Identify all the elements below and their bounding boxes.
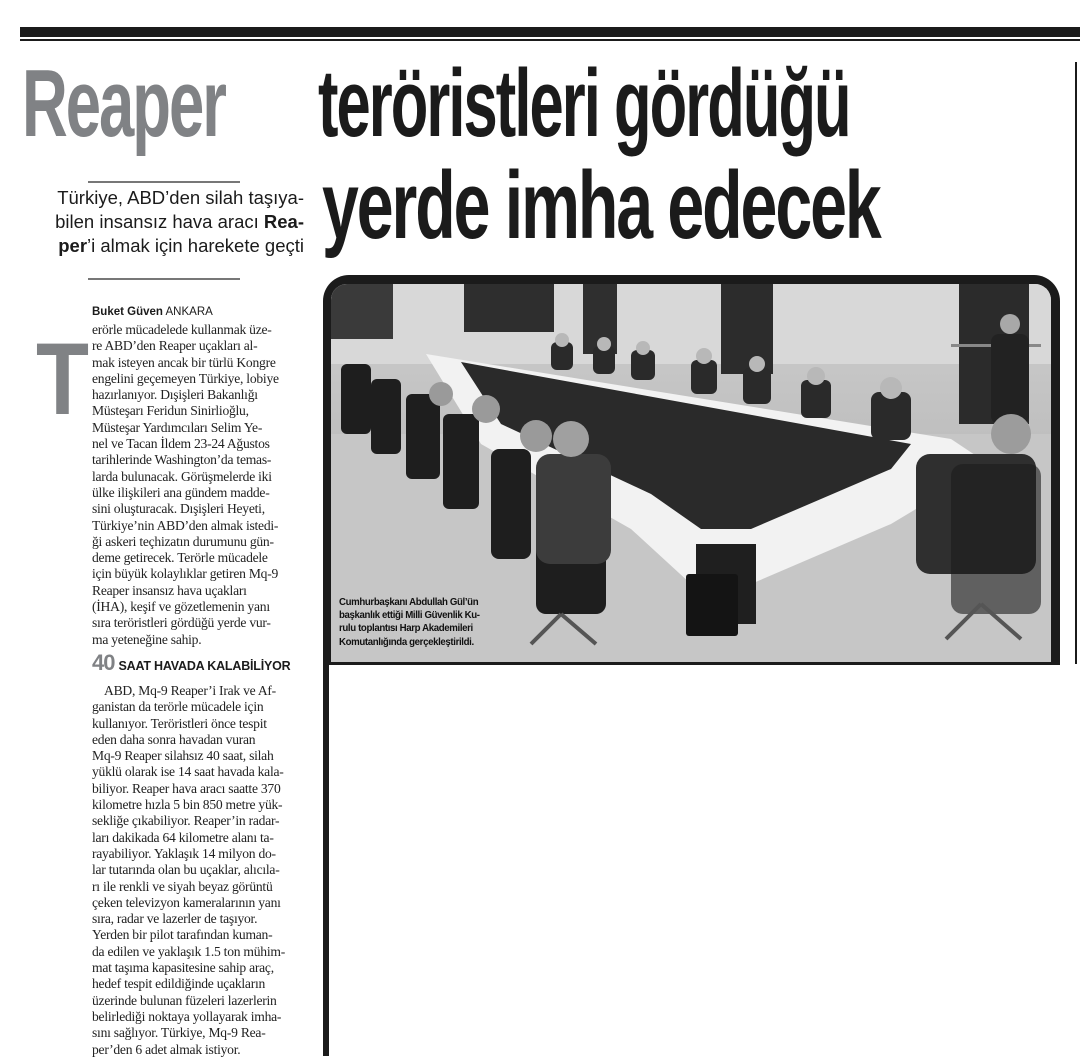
text-line: ülke ilişkileri ana gündem madde- [92, 484, 270, 500]
byline-author: Buket Güven [92, 306, 163, 318]
text-line: ları dakikada 64 kilometre alanı ta- [92, 829, 274, 845]
text-line: biliyor. Reaper hava aracı saatte 370 [92, 780, 281, 796]
deck-rule-top [88, 181, 240, 183]
byline [92, 306, 213, 318]
text-line: üzerinde bulunan füzeleri lazerlerin [92, 992, 277, 1008]
text-line: da edilen ve yaklaşık 1.5 ton mühim- [92, 943, 285, 959]
text-line: hedef tespit edildiğinde uçakların [92, 976, 266, 992]
article-paragraph-2 [92, 683, 310, 1058]
article-paragraph-1 [92, 322, 310, 648]
deck-line1: Türkiye, ABD’den silah taşıya- [57, 187, 304, 208]
column-divider-right [1075, 62, 1077, 664]
caption-line: başkanlık ettiği Milli Güvenlik Ku- [339, 609, 480, 622]
text-line: kilometre hızla 5 bin 850 metre yük- [92, 797, 283, 813]
deck-line2-bold: Rea- [263, 211, 304, 232]
subhead-number: 40 [92, 650, 115, 675]
text-line: (İHA), keşif ve gözetlemenin yanı [92, 599, 270, 615]
text-line: eden daha sonra havadan vuran [92, 731, 256, 747]
text-line: tarihlerinde Washington’da temas- [92, 452, 272, 468]
text-line: deme getirecek. Terörle mücadele [92, 550, 268, 566]
text-line: Müsteşarı Feridun Sinirlioğlu, [92, 403, 249, 419]
caption-line: rulu toplantısı Harp Akademileri [339, 622, 473, 635]
text-line: nel ve Tacan İldem 23-24 Ağustos [92, 436, 270, 452]
text-line: ği askeri teçhizatın durumunu gün- [92, 533, 274, 549]
deck [22, 186, 304, 258]
text-line: larda bulunacak. Görüşmelerde iki [92, 468, 272, 484]
deck-line3: ’i almak için harekete geçti [87, 235, 304, 256]
text-line: Yerden bir pilot tarafından kuman- [92, 927, 273, 943]
text-line: ma yeteneğine sahip. [92, 631, 202, 647]
headline-line2: yerde imha edecek [322, 152, 880, 259]
photo-frame-left-rail [323, 640, 329, 1056]
photo-caption [339, 596, 505, 649]
text-line: ABD, Mq-9 Reaper’i Irak ve Af- [104, 683, 276, 698]
meeting-photo [331, 284, 1051, 662]
text-line: kullanıyor. Teröristleri önce tespit [92, 715, 267, 731]
drop-cap: T [36, 322, 89, 436]
caption-line: Cumhurbaşkanı Abdullah Gül’ün [339, 596, 479, 608]
text-line: sıra, radar ve lazerler de taşıyor. [92, 911, 258, 927]
text-line: Türkiye’nin ABD’den almak istedi- [92, 517, 279, 533]
text-line: per’den 6 adet almak istiyor. [92, 1041, 241, 1057]
byline-location: ANKARA [165, 306, 213, 318]
text-line: erörle mücadelede kullanmak üze- [92, 322, 272, 337]
text-line: lar tutarında olan bu uçaklar, alıcıla- [92, 862, 280, 878]
text-line: rı ile renkli ve siyah beyaz görüntü [92, 878, 273, 894]
text-line: sıra teröristleri gördüğü yerde vur- [92, 615, 271, 631]
text-line: engelini geçemeyen Türkiye, lobiye [92, 370, 279, 386]
text-line: yüklü olarak ise 14 saat havada kala- [92, 764, 284, 780]
text-line: Mq-9 Reaper silahsız 40 saat, silah [92, 748, 274, 764]
text-line: rayabiliyor. Yaklaşık 14 milyon do- [92, 845, 276, 861]
top-rule-thin [20, 39, 1080, 41]
text-line: Müsteşar Yardımcıları Selim Ye- [92, 419, 263, 435]
text-line: için büyük kolaylıklar getiren Mq-9 [92, 566, 279, 582]
deck-line3-bold: per [58, 235, 88, 256]
text-line: çeken televizyon kameralarının yanı [92, 894, 281, 910]
headline-highlight: Reaper [22, 50, 225, 157]
text-line: ganistan da terörle mücadele için [92, 699, 264, 715]
text-line: re ABD’den Reaper uçakları al- [92, 338, 258, 354]
text-line: mat taşıma kapasitesine sahip araç, [92, 960, 274, 976]
text-line: hazırlanıyor. Dışişleri Bakanlığı [92, 387, 258, 403]
text-line: Reaper insansız hava uçakları [92, 582, 247, 598]
headline-line1: teröristleri gördüğü [318, 50, 850, 157]
text-line: sini oluşturacak. Dışişleri Heyeti, [92, 501, 265, 517]
subhead [92, 650, 291, 676]
deck-line2: bilen insansız hava aracı [55, 211, 264, 232]
deck-rule-bottom [88, 278, 240, 280]
text-line: belirlediği noktaya yollayarak imha- [92, 1008, 282, 1024]
text-line: sını sağlıyor. Türkiye, Mq-9 Rea- [92, 1025, 266, 1041]
text-line: mak isteyen ancak bir türlü Kongre [92, 354, 276, 370]
caption-line: Komutanlığında gerçekleştirildi. [339, 635, 474, 648]
text-line: sekliğe çıkabiliyor. Reaper’in radar- [92, 813, 280, 829]
subhead-text: SAAT HAVADA KALABİLİYOR [118, 659, 291, 673]
top-rule-thick [20, 27, 1080, 37]
